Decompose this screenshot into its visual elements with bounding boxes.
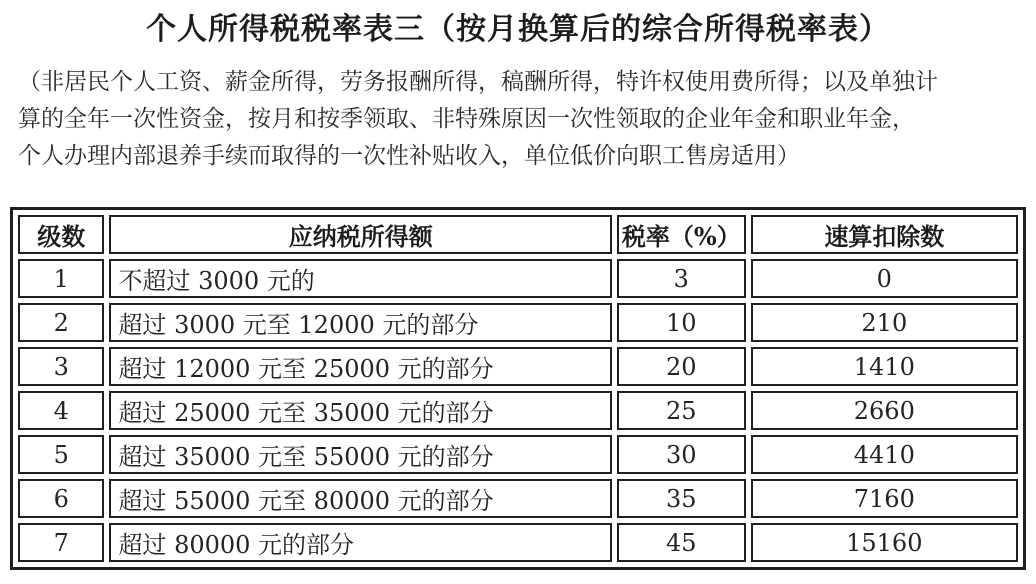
cell-rate: 25 bbox=[617, 391, 746, 430]
cell-income: 超过 12000 元至 25000 元的部分 bbox=[109, 347, 612, 386]
subtitle-line-1: （非居民个人工资、薪金所得，劳务报酬所得，稿酬所得，特许权使用费所得；以及单独计 bbox=[18, 69, 938, 95]
cell-rate: 30 bbox=[617, 435, 746, 474]
table-row bbox=[18, 303, 1018, 342]
cell-deduction: 15160 bbox=[751, 523, 1018, 562]
subtitle-line-2: 算的全年一次性资金，按月和按季领取、非特殊原因一次性领取的企业年金和职业年金， bbox=[18, 106, 915, 132]
cell-deduction: 2660 bbox=[751, 391, 1018, 430]
table-row bbox=[18, 523, 1018, 562]
header-income: 应纳税所得额 bbox=[109, 215, 612, 254]
table-row bbox=[18, 347, 1018, 386]
cell-income: 超过 35000 元至 55000 元的部分 bbox=[109, 435, 612, 474]
header-deduction: 速算扣除数 bbox=[751, 215, 1018, 254]
cell-deduction: 4410 bbox=[751, 435, 1018, 474]
cell-level: 3 bbox=[18, 347, 104, 386]
cell-level: 5 bbox=[18, 435, 104, 474]
cell-deduction: 210 bbox=[751, 303, 1018, 342]
cell-income: 超过 25000 元至 35000 元的部分 bbox=[109, 391, 612, 430]
table-row bbox=[18, 479, 1018, 518]
cell-level: 1 bbox=[18, 259, 104, 298]
header-level: 级数 bbox=[18, 215, 104, 254]
cell-deduction: 1410 bbox=[751, 347, 1018, 386]
subtitle bbox=[18, 64, 1022, 175]
cell-income: 不超过 3000 元的 bbox=[109, 259, 612, 298]
table-row bbox=[18, 435, 1018, 474]
cell-level: 4 bbox=[18, 391, 104, 430]
cell-income: 超过 3000 元至 12000 元的部分 bbox=[109, 303, 612, 342]
page-title: 个人所得税税率表三（按月换算后的综合所得税率表） bbox=[146, 12, 890, 47]
cell-level: 2 bbox=[18, 303, 104, 342]
table-row bbox=[18, 391, 1018, 430]
cell-rate: 45 bbox=[617, 523, 746, 562]
cell-deduction: 0 bbox=[751, 259, 1018, 298]
cell-income: 超过 55000 元至 80000 元的部分 bbox=[109, 479, 612, 518]
cell-income: 超过 80000 元的部分 bbox=[109, 523, 612, 562]
document-page bbox=[0, 10, 1036, 584]
cell-rate: 3 bbox=[617, 259, 746, 298]
tax-rate-table bbox=[10, 207, 1026, 570]
header-rate: 税率（%） bbox=[617, 215, 746, 254]
cell-level: 6 bbox=[18, 479, 104, 518]
cell-rate: 20 bbox=[617, 347, 746, 386]
table-row bbox=[18, 259, 1018, 298]
cell-rate: 10 bbox=[617, 303, 746, 342]
table-header-row bbox=[18, 215, 1018, 254]
cell-rate: 35 bbox=[617, 479, 746, 518]
cell-deduction: 7160 bbox=[751, 479, 1018, 518]
cell-level: 7 bbox=[18, 523, 104, 562]
subtitle-line-3: 个人办理内部退养手续而取得的一次性补贴收入，单位低价向职工售房适用） bbox=[18, 143, 800, 169]
